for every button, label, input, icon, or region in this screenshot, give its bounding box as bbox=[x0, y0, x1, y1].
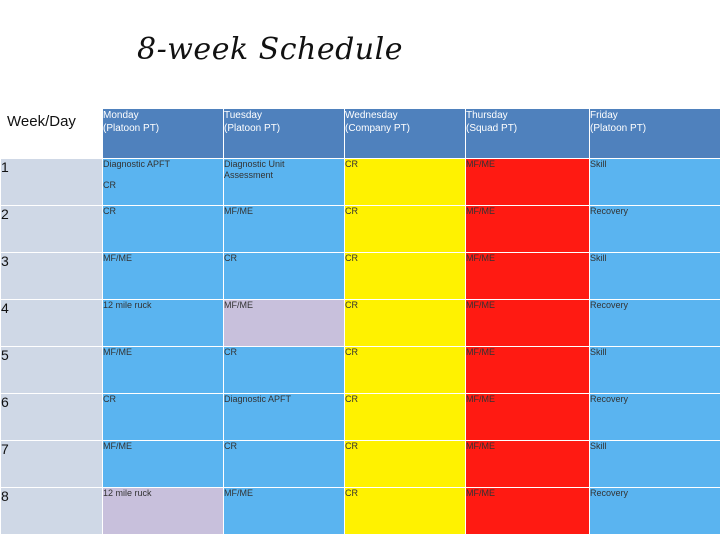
header-line: Friday bbox=[590, 110, 618, 121]
cell-friday bbox=[590, 488, 720, 535]
cell-wednesday bbox=[345, 206, 466, 253]
cell-monday bbox=[103, 159, 224, 206]
activity-text: CR bbox=[224, 347, 237, 357]
activity-text: CR bbox=[345, 159, 358, 169]
activity-text: MF/ME bbox=[466, 394, 495, 404]
header-line: Thursday bbox=[466, 110, 508, 121]
cell-tuesday bbox=[224, 159, 345, 206]
cell-thursday bbox=[466, 206, 590, 253]
activity-text: 12 mile ruck bbox=[103, 300, 152, 310]
week-number-cell: 3 bbox=[1, 253, 103, 300]
cell-tuesday bbox=[224, 488, 345, 535]
cell-thursday bbox=[466, 394, 590, 441]
header-cell-week-day bbox=[1, 109, 103, 159]
activity-text: MF/ME bbox=[466, 441, 495, 451]
table-row bbox=[1, 441, 720, 488]
cell-wednesday bbox=[345, 300, 466, 347]
cell-thursday bbox=[466, 441, 590, 488]
cell-wednesday bbox=[345, 253, 466, 300]
cell-monday bbox=[103, 441, 224, 488]
activity-text: CR bbox=[345, 394, 358, 404]
activity-text: CR bbox=[345, 441, 358, 451]
schedule-body bbox=[1, 159, 720, 535]
cell-thursday bbox=[466, 159, 590, 206]
activity-text: Recovery bbox=[590, 488, 629, 498]
week-number-cell: 4 bbox=[1, 300, 103, 347]
cell-friday bbox=[590, 441, 720, 488]
cell-friday bbox=[590, 300, 720, 347]
cell-friday bbox=[590, 253, 720, 300]
header-cell-thursday bbox=[466, 109, 590, 159]
cell-friday bbox=[590, 347, 720, 394]
activity-text: CR bbox=[345, 300, 358, 310]
cell-monday bbox=[103, 347, 224, 394]
activity-text: CR bbox=[345, 206, 358, 216]
activity-text: Recovery bbox=[590, 206, 629, 216]
activity-text: Diagnostic APFT bbox=[103, 159, 171, 169]
table-row bbox=[1, 488, 720, 535]
cell-friday bbox=[590, 206, 720, 253]
cell-wednesday bbox=[345, 441, 466, 488]
activity-text: MF/ME bbox=[466, 206, 495, 216]
activity-text: MF/ME bbox=[466, 159, 495, 169]
header-line: Tuesday bbox=[224, 110, 262, 121]
activity-text: CR bbox=[103, 180, 116, 190]
activity-text: 12 mile ruck bbox=[103, 488, 152, 498]
header-line: (Platoon PT) bbox=[224, 123, 281, 134]
cell-thursday bbox=[466, 253, 590, 300]
page-title: 8-week Schedule bbox=[137, 32, 403, 67]
activity-text: Skill bbox=[590, 441, 607, 451]
cell-wednesday bbox=[345, 347, 466, 394]
activity-text: Skill bbox=[590, 347, 607, 357]
activity-text: Recovery bbox=[590, 394, 629, 404]
cell-thursday bbox=[466, 488, 590, 535]
header-cell-monday bbox=[103, 109, 224, 159]
header-line: Week/Day bbox=[7, 113, 76, 130]
week-number-cell: 2 bbox=[1, 206, 103, 253]
cell-thursday bbox=[466, 300, 590, 347]
week-number-cell: 6 bbox=[1, 394, 103, 441]
header-line: (Platoon PT) bbox=[103, 123, 160, 134]
activity-text: MF/ME bbox=[466, 300, 495, 310]
cell-monday bbox=[103, 300, 224, 347]
cell-thursday bbox=[466, 347, 590, 394]
activity-text: CR bbox=[345, 347, 358, 357]
header-line: (Platoon PT) bbox=[590, 123, 647, 134]
week-number-cell: 5 bbox=[1, 347, 103, 394]
table-row bbox=[1, 206, 720, 253]
cell-wednesday bbox=[345, 394, 466, 441]
table-row bbox=[1, 394, 720, 441]
schedule-table bbox=[0, 108, 720, 535]
week-number-cell: 7 bbox=[1, 441, 103, 488]
activity-text: CR bbox=[103, 394, 116, 404]
cell-tuesday bbox=[224, 441, 345, 488]
activity-text: Recovery bbox=[590, 300, 629, 310]
cell-wednesday bbox=[345, 159, 466, 206]
week-number-cell: 1 bbox=[1, 159, 103, 206]
cell-tuesday bbox=[224, 347, 345, 394]
activity-text: CR bbox=[345, 253, 358, 263]
activity-text: Diagnostic Unit bbox=[224, 159, 285, 169]
header-cell-wednesday bbox=[345, 109, 466, 159]
activity-text: MF/ME bbox=[224, 300, 253, 310]
cell-monday bbox=[103, 488, 224, 535]
cell-monday bbox=[103, 394, 224, 441]
activity-text: CR bbox=[345, 488, 358, 498]
table-row bbox=[1, 159, 720, 206]
activity-text: CR bbox=[224, 441, 237, 451]
cell-tuesday bbox=[224, 394, 345, 441]
cell-friday bbox=[590, 159, 720, 206]
activity-text: CR bbox=[224, 253, 237, 263]
header-line: (Squad PT) bbox=[466, 123, 518, 134]
activity-text: MF/ME bbox=[103, 253, 132, 263]
activity-text: Skill bbox=[590, 253, 607, 263]
header-cell-tuesday bbox=[224, 109, 345, 159]
table-row bbox=[1, 300, 720, 347]
header-line: (Company PT) bbox=[345, 123, 411, 134]
header-cell-friday bbox=[590, 109, 720, 159]
cell-tuesday bbox=[224, 253, 345, 300]
table-row bbox=[1, 347, 720, 394]
header-row bbox=[1, 109, 720, 159]
cell-monday bbox=[103, 253, 224, 300]
header-line: Wednesday bbox=[345, 110, 398, 121]
cell-wednesday bbox=[345, 488, 466, 535]
activity-text: Diagnostic APFT bbox=[224, 394, 292, 404]
activity-text: MF/ME bbox=[466, 488, 495, 498]
activity-text: MF/ME bbox=[466, 253, 495, 263]
activity-text: Skill bbox=[590, 159, 607, 169]
activity-text: MF/ME bbox=[224, 488, 253, 498]
week-number-cell: 8 bbox=[1, 488, 103, 535]
header-line: Monday bbox=[103, 110, 139, 121]
activity-text: MF/ME bbox=[103, 441, 132, 451]
activity-text: MF/ME bbox=[466, 347, 495, 357]
cell-monday bbox=[103, 206, 224, 253]
cell-friday bbox=[590, 394, 720, 441]
activity-text: MF/ME bbox=[103, 347, 132, 357]
activity-text: Assessment bbox=[224, 170, 274, 180]
cell-tuesday bbox=[224, 206, 345, 253]
table-row bbox=[1, 253, 720, 300]
activity-text: MF/ME bbox=[224, 206, 253, 216]
cell-tuesday bbox=[224, 300, 345, 347]
activity-text: CR bbox=[103, 206, 116, 216]
